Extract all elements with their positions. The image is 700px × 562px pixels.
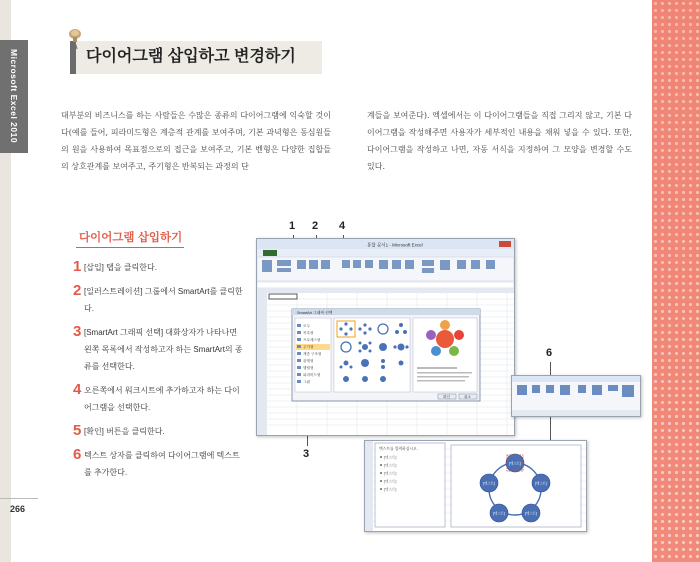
step-item	[73, 282, 243, 317]
step-item	[73, 446, 243, 481]
intro-paragraph-1: 대부분의 비즈니스를 하는 사람들은 수많은 종류의 다이어그램에 익숙할 것이다(예를 들어, 피라미드형은 계층적 관계를 보여주며, 기본 과녁형은 동심원들의 원을 사용하여 목표점으로의 접근을 보여주고, 기본 벤형은 다양한 집합들의 상호관계를 보여주고, 주기형은 반복되는 과정의 단	[61, 111, 331, 171]
diagram-node-label: [텍스트]	[483, 481, 495, 486]
dialog-title: SmartArt 그래픽 선택	[297, 310, 333, 315]
book-title-vertical: Microsoft Excel 2010	[9, 49, 19, 144]
step-item	[73, 323, 243, 375]
text-pane-bullet: [텍스트]	[384, 471, 397, 476]
step-text: 텍스트 상자를 클릭하여 다이어그램에 텍스트를 추가한다.	[84, 451, 240, 477]
category-item-selected: 주기형	[303, 344, 314, 349]
pushpin-icon	[66, 28, 84, 50]
callout-4: 4	[339, 220, 346, 232]
text-pane-title: 텍스트를 입력하십시오.	[379, 447, 418, 451]
category-item: 관계형	[303, 358, 314, 363]
category-item: 계층 구조형	[303, 351, 322, 356]
callout-1: 1	[289, 220, 296, 232]
page-number: 266	[10, 504, 26, 514]
text-pane-bullet: [텍스트]	[384, 455, 397, 460]
excel-window-drawing	[257, 239, 514, 435]
step-number: 2	[73, 282, 82, 299]
step-number: 4	[73, 381, 82, 398]
text-pane-bullet: [텍스트]	[384, 479, 397, 484]
category-item: 행렬형	[303, 365, 314, 370]
cancel-button-label: 취소	[464, 395, 471, 400]
callout-6: 6	[546, 347, 553, 359]
intro-paragraph-2: 계들을 보여준다). 엑셀에서는 이 다이어그램들을 직접 그리지 않고, 기본 다이어그램을 작성해주면 사용자가 세부적인 내용을 채워 넣을 수 있다. 또한, 다이어그램을 작성하고 나면, 자동 서식을 지정하여 그 모양을 변경할 수도 있다.	[367, 111, 632, 171]
step-text: [삽입] 탭을 클릭한다.	[84, 263, 157, 272]
smartart-screenshot	[364, 440, 587, 532]
decorative-band	[652, 0, 700, 562]
step-text: [확인] 버튼을 클릭한다.	[84, 427, 165, 436]
section-underline	[76, 247, 184, 248]
step-item	[73, 422, 243, 440]
excel-screenshot	[256, 238, 515, 436]
category-item: 그림	[303, 379, 310, 384]
diagram-node-label: [텍스트]	[535, 481, 547, 486]
page-number-line	[0, 498, 38, 499]
page-title: 다이어그램 삽입하고 변경하기	[86, 48, 296, 65]
step-text: [SmartArt 그래픽 선택] 대화상자가 나타나면 왼쪽 목록에서 작성하고자 하는 SmartArt의 종류를 선택한다.	[84, 328, 243, 371]
smartart-drawing	[365, 441, 586, 531]
category-item: 목록형	[303, 330, 314, 335]
ribbon-screenshot	[511, 375, 641, 417]
callout-2: 2	[312, 220, 319, 232]
step-item	[73, 381, 243, 416]
step-number: 6	[73, 446, 82, 463]
step-number: 5	[73, 422, 82, 439]
section-title: 다이어그램 삽입하기	[79, 232, 183, 244]
diagram-node-label: [텍스트]	[493, 511, 505, 516]
steps-list	[73, 258, 243, 487]
diagram-node-label: [텍스트]	[509, 461, 521, 466]
callout-3: 3	[303, 448, 310, 460]
step-number: 1	[73, 258, 82, 275]
ribbon-drawing	[512, 376, 640, 416]
step-text: [일러스트레이션] 그룹에서 SmartArt를 클릭한다.	[84, 287, 243, 313]
step-item	[73, 258, 243, 276]
excel-window-title: 통합 문서1 - Microsoft Excel	[367, 242, 423, 248]
text-pane-bullet: [텍스트]	[384, 463, 397, 468]
step-text: 오른쪽에서 워크시트에 추가하고자 하는 다이어그램을 선택한다.	[84, 386, 240, 412]
category-item: 프로세스형	[303, 337, 321, 342]
step-number: 3	[73, 323, 82, 340]
text-pane-bullet: [텍스트]	[384, 487, 397, 492]
category-item: 모두	[303, 323, 310, 328]
diagram-node-label: [텍스트]	[525, 511, 537, 516]
ok-button-label: 확인	[443, 395, 450, 400]
category-item: 피라미드형	[303, 372, 321, 377]
